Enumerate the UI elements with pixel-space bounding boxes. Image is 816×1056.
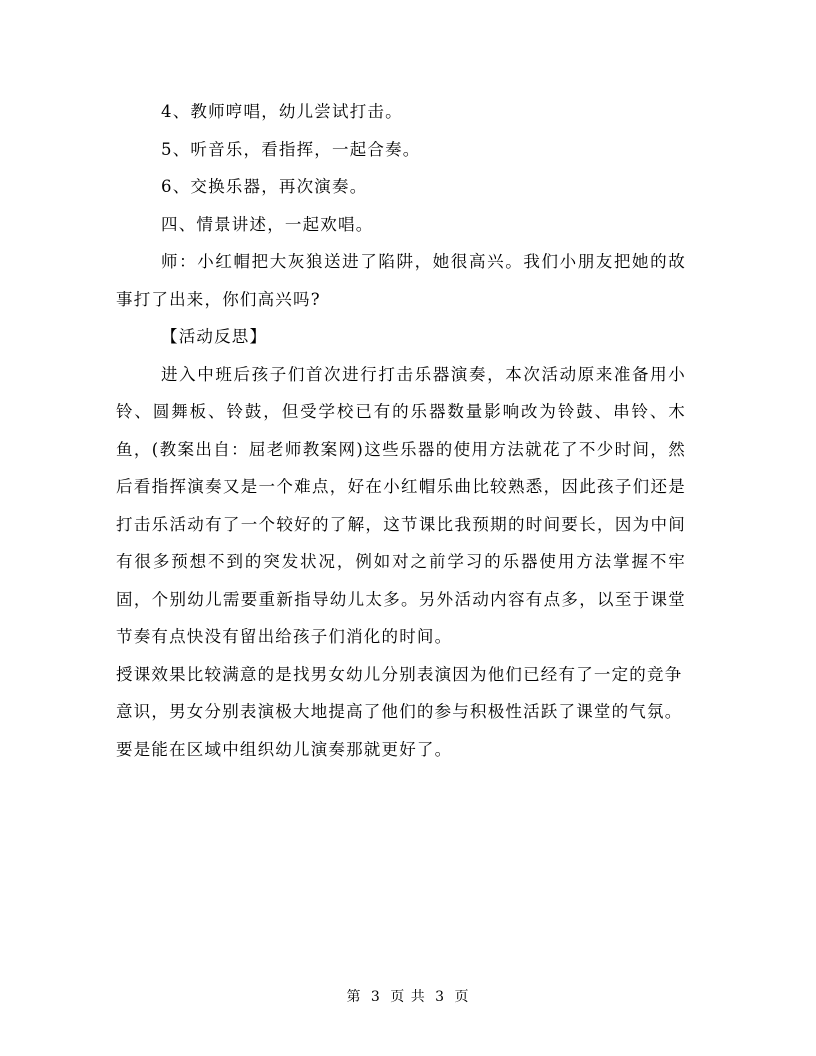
footer-suffix: 页 [454,989,470,1005]
reflection-paragraph-continued: 授课效果比较满意的是找男女幼儿分别表演因为他们已经有了一定的竞争意识，男女分别表演极大地提高了他们的参与积极性活跃了课堂的气氛。要是能在区域中组织幼儿演奏那就更好了。 [116,664,683,759]
step-4-paragraph: 4、教师哼唱，幼儿尝试打击。 [161,102,403,121]
step-6-paragraph: 6、交换乐器，再次演奏。 [161,177,368,196]
reflection-heading: 【活动反思】 [161,327,268,346]
reflection-paragraph: 进入中班后孩子们首次进行打击乐器演奏，本次活动原来准备用小铃、圆舞板、铃鼓，但受学校已有的乐器数量影响改为铃鼓、串铃、木鱼，(教案出自：屈老师教案网)这些乐器的使用方法就花了不少时间，然后看指挥演奏又是一个难点，好在小红帽乐曲比较熟悉，因此孩子们还是打击乐活动有了一个较好的了解，这节课比我预期的时间要长，因为中间有很多预想不到的突发状况，例如对之前学习的乐器使用方法掌握不牢固，个别幼儿需要重新指导幼儿太多。另外活动内容有点多，以至于课堂节奏有点快没有留出给孩子们消化的时间。 [116,364,686,646]
page-footer [0,986,816,1006]
footer-middle: 页 共 [390,989,426,1005]
footer-prefix: 第 [346,989,362,1005]
document-body [116,93,686,768]
teacher-speech-paragraph: 师：小红帽把大灰狼送进了陷阱，她很高兴。我们小朋友把她的故事打了出来，你们高兴吗? [116,252,686,309]
section-4-heading: 四、情景讲述，一起欢唱。 [161,214,374,234]
footer-current-page: 3 [370,989,381,1005]
footer-total-pages: 3 [435,989,446,1005]
step-5-paragraph: 5、听音乐，看指挥，一起合奏。 [161,139,421,159]
